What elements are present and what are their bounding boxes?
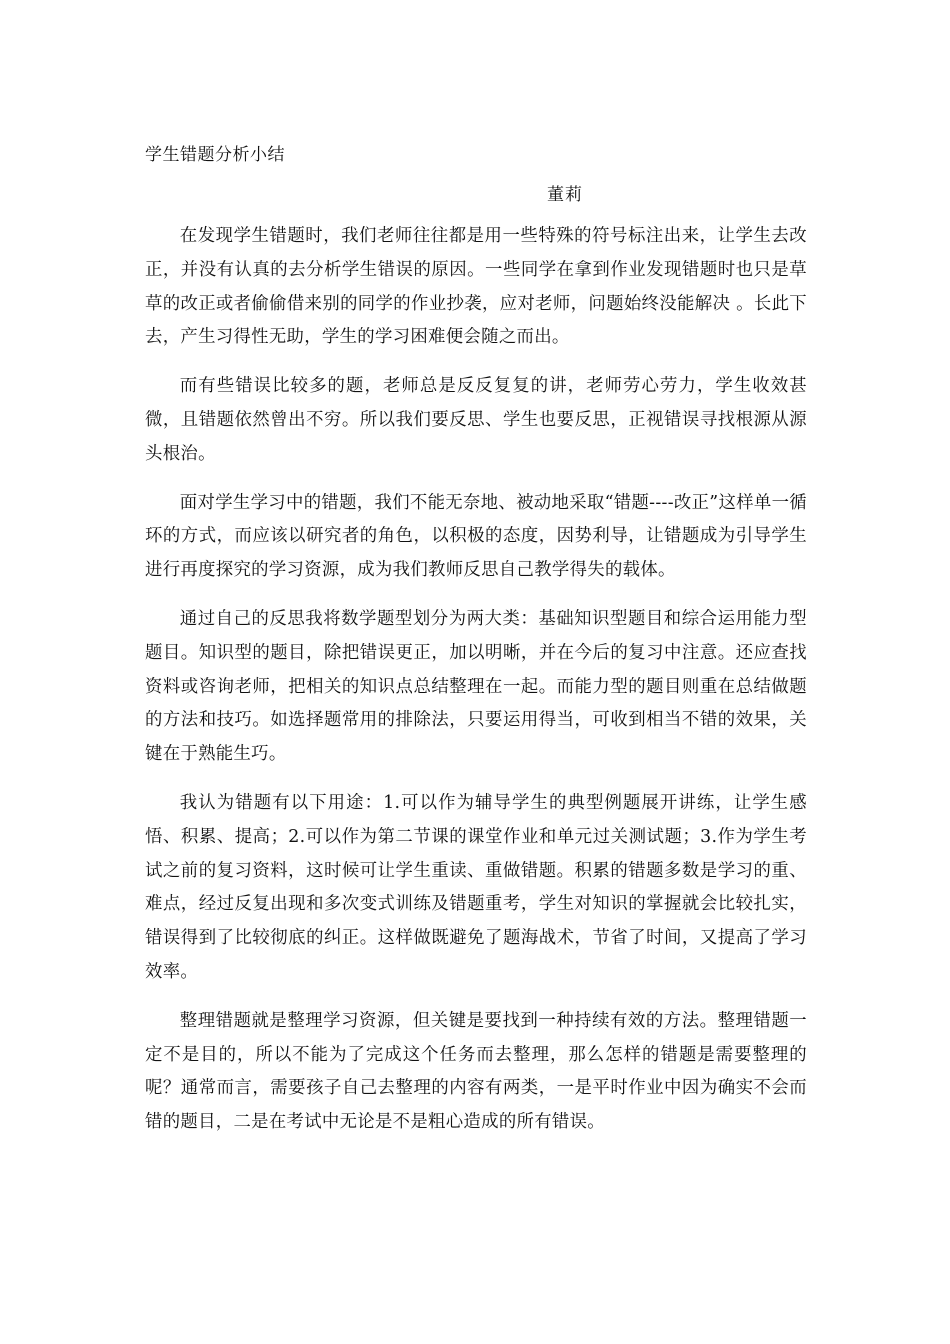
- document-body: [145, 140, 807, 1140]
- paragraph-4: 通过自己的反思我将数学题型划分为两大类：基础知识型题目和综合运用能力型题目。知识型的题目，除把错误更正，加以明晰，并在今后的复习中注意。还应查找资料或咨询老师，把相关的知识点总结整理在一起。而能力型的题目则重在总结做题的方法和技巧。如选择题常用的排除法，只要运用得当，可收到相当不错的效果，关键在于熟能生巧。: [145, 608, 807, 765]
- paragraph-1: 在发现学生错题时，我们老师往往都是用一些特殊的符号标注出来，让学生去改正，并没有认真的去分析学生错误的原因。一些同学在拿到作业发现错题时也只是草草的改正或者偷偷借来别的同学的作业抄袭，应对老师，问题始终没能解决 。长此下去，产生习得性无助，学生的学习困难便会随之而出。: [145, 226, 807, 348]
- paragraph-6: 整理错题就是整理学习资源，但关键是要找到一种持续有效的方法。整理错题一定不是目的，所以不能为了完成这个任务而去整理，那么怎样的错题是需要整理的呢？通常而言，需要孩子自己去整理的内容有两类，一是平时作业中因为确实不会而错的题目，二是在考试中无论是不是粗心造成的所有错误。: [145, 1010, 807, 1133]
- paragraph-3: 面对学生学习中的错题，我们不能无奈地、被动地采取“错题----改正”这样单一循环的方式，而应该以研究者的角色，以积极的态度，因势利导，让错题成为引导学生进行再度探究的学习资源，成为我们教师反思自己教学得失的载体。: [145, 492, 807, 581]
- document-title: 学生错题分析小结: [145, 145, 285, 165]
- paragraph-2: 而有些错误比较多的题，老师总是反反复复的讲，老师劳心劳力，学生收效甚微，且错题依然曾出不穷。所以我们要反思、学生也要反思，正视错误寻找根源从源头根治。: [145, 376, 807, 464]
- paragraph-5: 我认为错题有以下用途：1.可以作为辅导学生的典型例题展开讲练，让学生感悟、积累、提高；2.可以作为第二节课的课堂作业和单元过关测试题；3.作为学生考试之前的复习资料，这时候可让学生重读、重做错题。积累的错题多数是学习的重、难点，经过反复出现和多次变式训练及错题重考，学生对知识的掌握就会比较扎实，错误得到了比较彻底的纠正。这样做既避免了题海战术，节省了时间，又提高了学习效率。: [145, 792, 807, 982]
- document-author: 董莉: [547, 185, 583, 205]
